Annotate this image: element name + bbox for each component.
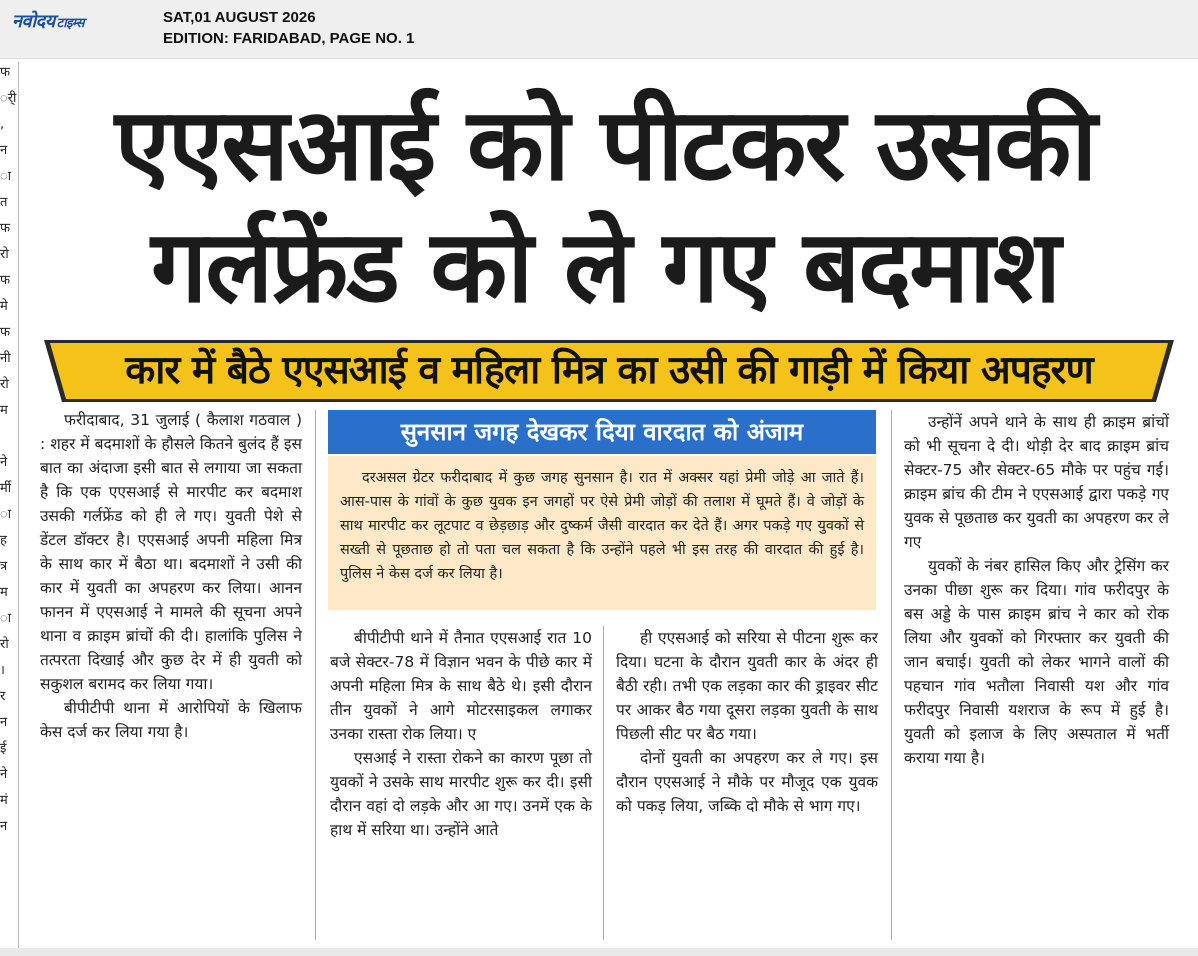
- margin-fragment: ई: [0, 741, 7, 756]
- logo-sub: टाइम्स: [56, 16, 84, 31]
- column-divider: [603, 626, 604, 940]
- paragraph: बीपीटीपी थाना में आरोपियों के खिलाफ केस दर्ज कर लिया गया है।: [40, 699, 302, 741]
- issue-date: SAT,01 AUGUST 2026: [163, 9, 316, 26]
- article-column-3: [616, 626, 878, 818]
- article-column-2: [330, 626, 592, 842]
- margin-fragment: फ: [0, 273, 11, 288]
- headline: [40, 84, 1170, 328]
- logo-main: नवोदय: [12, 11, 55, 32]
- margin-fragment: रो: [0, 377, 9, 392]
- edition-info: [163, 7, 414, 49]
- sidebar-title-bar: [328, 410, 876, 456]
- margin-fragment: त: [0, 195, 8, 210]
- paragraph: ही एएसआई को सरिया से पीटना शुरू कर दिया। घटना के दौरान युवती कार के अंदर ही बैठी रही। तभी एक लड़का कार की ड्राइवर सीट पर आकर बैठ गया दूसरा लड़का युवती के साथ पिछली सीट पर बैठ गया।: [616, 629, 878, 743]
- margin-fragment: फ: [0, 65, 11, 80]
- paragraph: एसआई ने रास्ता रोकने का कारण पूछा तो युवकों ने उसके साथ मारपीट शुरू कर दी। इसी दौरान वहां दो लड़के और आ गए। उनमें एक के हाथ में सरिया था। उन्होंने आते: [330, 749, 592, 839]
- margin-fragment: रो: [0, 637, 9, 652]
- margin-fragment: म: [0, 585, 8, 600]
- paragraph: फरीदाबाद, 31 जुलाई ( कैलाश गठवाल ) : शहर में बदमाशों के हौसले कितने बुलंद हैं इस बात का अंदाजा इसी बात से लगाया जा सकता है कि एक एएसआई से मारपीट कर बदमाश उसकी गर्लफ्रेंड को ही ले गए। युवती पेशे से डेंटल डॉक्टर है। एएसआई अपनी महिला मित्र के साथ कार में बैठा था। बदमाशों ने उसी की कार में युवती का अपहरण कर लिया। आनन फानन में एएसआई ने मामले की सूचना अपने थाना व क्राइम ब्रांचों की दी। हालांकि पुलिस ने तत्परता दिखाई और कुछ देर में ही युवती को सकुशल बरामद कर लिया गया।: [40, 411, 302, 693]
- margin-fragment: र: [0, 689, 6, 704]
- margin-fragment: त्र: [0, 559, 8, 574]
- margin-fragment: रो: [0, 247, 9, 262]
- paragraph: उन्होंनें अपने थाने के साथ ही क्राइम ब्रांचों को भी सूचना दे दी। थोड़ी देर बाद क्राइम ब्रांच सेक्टर-75 और सेक्टर-65 मौके पर पहुंच गई। क्राइम ब्रांच की टीम ने एएसआई द्वारा पकड़े गए युवक से पूछताछ कर युवती का अपहरण कर ले गए: [904, 413, 1169, 551]
- article-column-4: [904, 410, 1169, 770]
- margin-fragment: फ: [0, 221, 11, 236]
- article-column-1: [40, 408, 302, 744]
- subheadline-banner: [44, 340, 1174, 402]
- margin-fragment: मे: [0, 299, 8, 314]
- margin-fragment: र्ी: [0, 91, 17, 106]
- column-divider: [891, 410, 892, 940]
- subheadline: कार में बैठे एएसआई व महिला मित्र का उसी की गाड़ी में किया अपहरण: [125, 348, 1093, 393]
- margin-fragment: न: [0, 715, 8, 730]
- paragraph: बीपीटीपी थाने में तैनात एएसआई रात 10 बजे सेक्टर-78 में विज्ञान भवन के पीछे कार में अपनी महिला मित्र के साथ बैठे थे। इसी दौरान तीन युवकों ने आगे मोटरसाइकल लगाकर उनका रास्ता रोक लिया। ए: [330, 629, 592, 743]
- margin-fragment: ा: [0, 611, 12, 626]
- paragraph: युवकों के नंबर हासिल किए और ट्रेसिंग कर उनका पीछा शुरू कर दिया। गांव फरीदपुर के बस अड्डे के पास क्राइम ब्रांच ने कार को रोक लिया और युवकों को गिरफ्तार कर युवती की जान बचाई। युवती को लेकर भागने वालों की पहचान गांव भतौला निवासी यश और गांव फरीदपुर निवासी यशराज के रूप में हुई है। युवती को इलाज के लिए अस्पताल में भर्ती कराया गया है।: [904, 557, 1169, 767]
- margin-fragment: ,: [0, 117, 5, 132]
- margin-fragment: ा: [0, 507, 12, 522]
- paragraph: दोनों युवती का अपहरण कर ले गए। इस दौरान एएसआई ने मौके पर मौजूद एक युवक को पकड़ लिया, जब्कि दो मौके से भाग गए।: [616, 749, 878, 815]
- margin-fragment: ा: [0, 169, 12, 184]
- margin-fragment: फ: [0, 325, 11, 340]
- epaper-header: [0, 0, 1198, 59]
- sidebar-title: सुनसान जगह देखकर दिया वारदात को अंजाम: [400, 418, 804, 446]
- page-bottom-edge: [0, 948, 1198, 956]
- edition-page: EDITION: FARIDABAD, PAGE NO. 1: [163, 30, 415, 47]
- margin-fragment: र्मी: [0, 481, 12, 496]
- sidebar-box: [328, 456, 876, 610]
- margin-fragment: ह: [0, 533, 7, 548]
- margin-fragment: म: [0, 403, 8, 418]
- sidebar-text: दरअसल ग्रेटर फरीदाबाद में कुछ जगह सुनसान है। रात में अक्सर यहां प्रेमी जोड़े आ जाते हैं। आस-पास के गांवों के कुछ युवक इन जगहों पर ऐसे प्रेमी जोड़ों की तलाश में घूमते हैं। वे जोड़ों के साथ मारपीट कर लूटपाट व छेड़छाड़ और दुष्कर्म जैसी वारदात कर देते हैं। अगर पकड़े गए युवकों से सख्ती से पूछताछ हो तो पता चल सकता है कि उन्होंने पहले भी इस तरह की वारदात की हुई है। पुलिस ने केस दर्ज कर लिया है।: [340, 470, 864, 582]
- margin-fragment: ।: [0, 663, 5, 678]
- adjacent-column-fragment: [0, 60, 17, 956]
- headline-line-2: गर्लफ्रेंड को ले गए बदमाश: [151, 208, 1059, 325]
- margin-fragment: नी: [0, 351, 11, 366]
- margin-fragment: न: [0, 819, 8, 834]
- margin-fragment: मं: [0, 793, 8, 808]
- margin-fragment: ने: [0, 767, 8, 782]
- margin-fragment: ने: [0, 455, 8, 470]
- margin-fragment: [0, 424, 14, 450]
- column-divider: [18, 62, 19, 952]
- column-divider: [315, 410, 316, 940]
- margin-fragment: न: [0, 143, 8, 158]
- newspaper-logo[interactable]: [12, 9, 84, 33]
- headline-line-1: एएसआई को पीटकर उसकी: [114, 86, 1096, 203]
